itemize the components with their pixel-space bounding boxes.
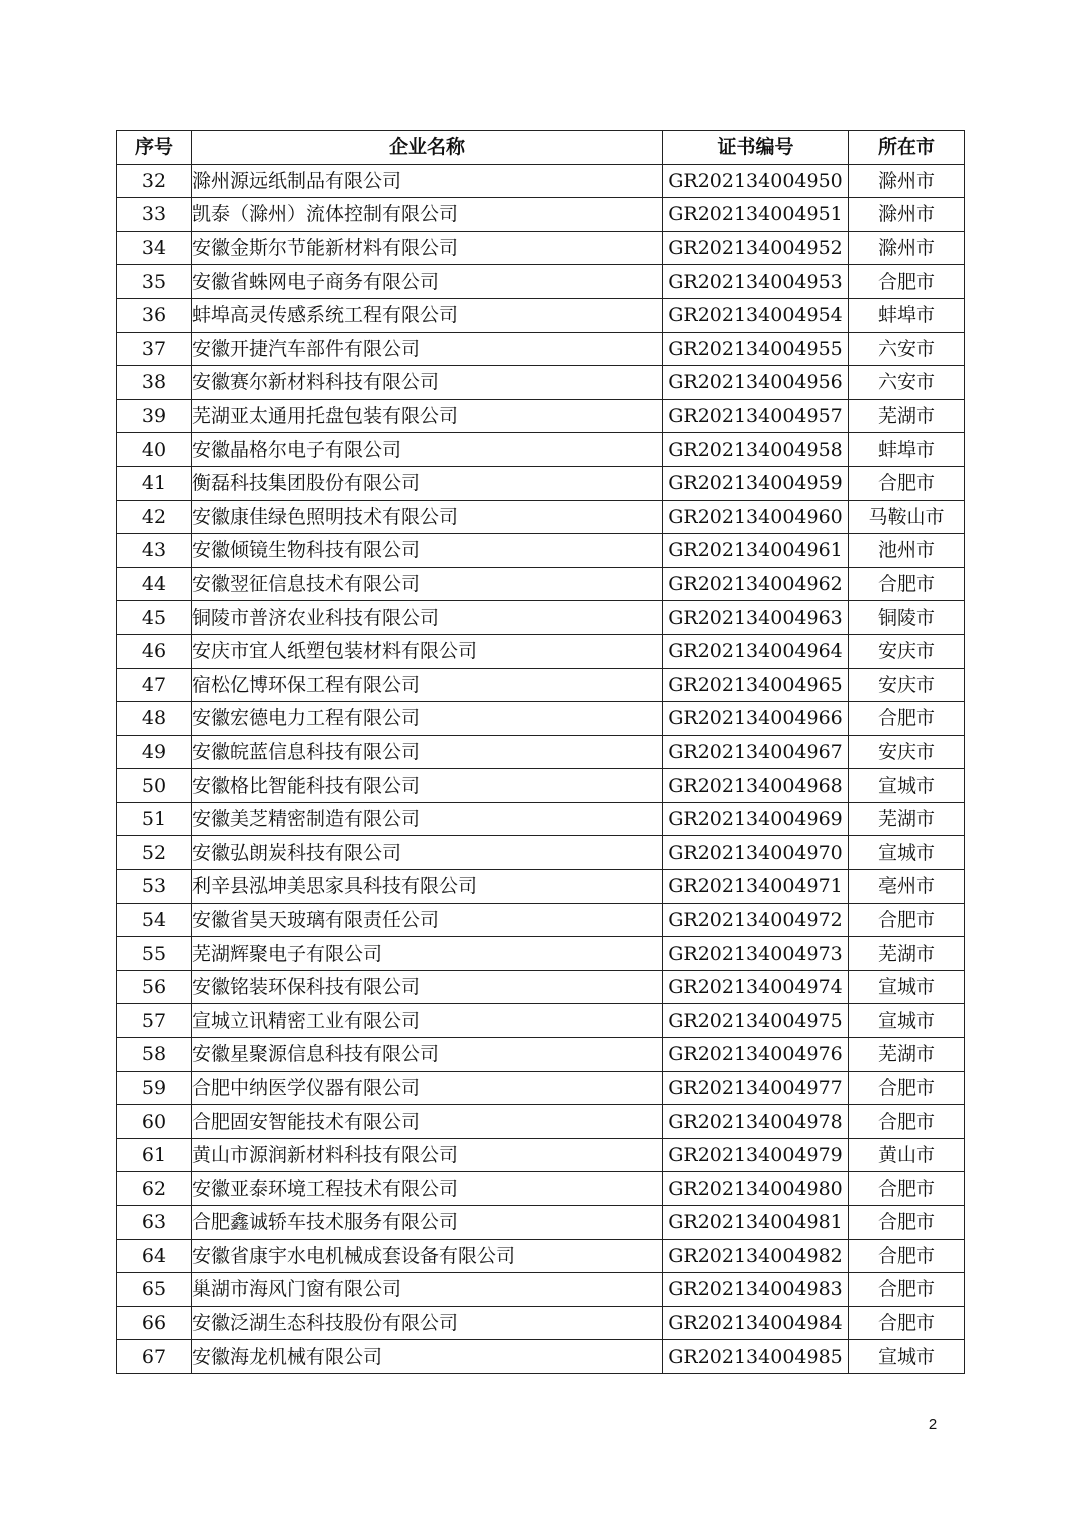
table-row [117,702,965,736]
table-row [117,836,965,870]
cell-serial-number: 46 [117,634,192,668]
cell-city: 合肥市 [849,567,965,601]
cell-city: 安庆市 [849,634,965,668]
cell-certificate-number: GR202134004983 [663,1273,849,1307]
cell-serial-number: 33 [117,198,192,232]
cell-company-name: 安徽铭装环保科技有限公司 [192,970,663,1004]
cell-city: 宣城市 [849,1340,965,1374]
cell-company-name: 安徽美芝精密制造有限公司 [192,802,663,836]
cell-company-name: 安徽弘朗炭科技有限公司 [192,836,663,870]
table-row [117,1206,965,1240]
cell-company-name: 芜湖亚太通用托盘包装有限公司 [192,399,663,433]
cell-city: 六安市 [849,366,965,400]
table-row [117,1340,965,1374]
cell-city: 宣城市 [849,1004,965,1038]
table-row [117,298,965,332]
table-row [117,164,965,198]
cell-serial-number: 34 [117,231,192,265]
table-row [117,198,965,232]
cell-company-name: 衡磊科技集团股份有限公司 [192,466,663,500]
cell-company-name: 安庆市宜人纸塑包装材料有限公司 [192,634,663,668]
cell-city: 滁州市 [849,164,965,198]
cell-company-name: 安徽金斯尔节能新材料有限公司 [192,231,663,265]
cell-certificate-number: GR202134004967 [663,735,849,769]
cell-certificate-number: GR202134004956 [663,366,849,400]
cell-certificate-number: GR202134004970 [663,836,849,870]
cell-company-name: 安徽海龙机械有限公司 [192,1340,663,1374]
cell-city: 宣城市 [849,836,965,870]
cell-company-name: 安徽格比智能科技有限公司 [192,769,663,803]
table-row [117,399,965,433]
cell-serial-number: 67 [117,1340,192,1374]
cell-company-name: 合肥固安智能技术有限公司 [192,1105,663,1139]
cell-certificate-number: GR202134004981 [663,1206,849,1240]
table-row [117,601,965,635]
cell-city: 蚌埠市 [849,298,965,332]
cell-company-name: 黄山市源润新材料科技有限公司 [192,1138,663,1172]
table-row [117,366,965,400]
header-certificate-number: 证书编号 [663,131,849,165]
cell-city: 池州市 [849,534,965,568]
cell-certificate-number: GR202134004974 [663,970,849,1004]
cell-serial-number: 42 [117,500,192,534]
cell-city: 黄山市 [849,1138,965,1172]
cell-city: 芜湖市 [849,802,965,836]
cell-serial-number: 63 [117,1206,192,1240]
certificate-table [116,130,965,1374]
cell-certificate-number: GR202134004979 [663,1138,849,1172]
cell-company-name: 凯泰（滁州）流体控制有限公司 [192,198,663,232]
page-number: 2 [928,1416,938,1433]
cell-serial-number: 48 [117,702,192,736]
cell-company-name: 安徽亚泰环境工程技术有限公司 [192,1172,663,1206]
cell-city: 宣城市 [849,769,965,803]
table-row [117,870,965,904]
table-row [117,567,965,601]
cell-city: 芜湖市 [849,1038,965,1072]
cell-city: 滁州市 [849,198,965,232]
cell-company-name: 滁州源远纸制品有限公司 [192,164,663,198]
cell-certificate-number: GR202134004976 [663,1038,849,1072]
cell-city: 宣城市 [849,970,965,1004]
table-row [117,1138,965,1172]
table-row [117,265,965,299]
table-row [117,735,965,769]
cell-city: 马鞍山市 [849,500,965,534]
cell-company-name: 合肥鑫诚轿车技术服务有限公司 [192,1206,663,1240]
cell-company-name: 安徽省昊天玻璃有限责任公司 [192,903,663,937]
table-row [117,231,965,265]
cell-company-name: 巢湖市海风门窗有限公司 [192,1273,663,1307]
cell-certificate-number: GR202134004966 [663,702,849,736]
cell-certificate-number: GR202134004972 [663,903,849,937]
cell-certificate-number: GR202134004978 [663,1105,849,1139]
table-row [117,1071,965,1105]
table-row [117,1038,965,1072]
cell-serial-number: 35 [117,265,192,299]
table-row [117,668,965,702]
table-row [117,937,965,971]
cell-city: 安庆市 [849,735,965,769]
cell-company-name: 安徽省蛛网电子商务有限公司 [192,265,663,299]
cell-company-name: 蚌埠高灵传感系统工程有限公司 [192,298,663,332]
cell-city: 合肥市 [849,1239,965,1273]
cell-serial-number: 36 [117,298,192,332]
cell-certificate-number: GR202134004964 [663,634,849,668]
table-row [117,1273,965,1307]
cell-serial-number: 55 [117,937,192,971]
cell-city: 合肥市 [849,1273,965,1307]
cell-serial-number: 56 [117,970,192,1004]
cell-company-name: 利辛县泓坤美思家具科技有限公司 [192,870,663,904]
table-row [117,970,965,1004]
header-city: 所在市 [849,131,965,165]
table-row [117,433,965,467]
cell-serial-number: 47 [117,668,192,702]
cell-certificate-number: GR202134004969 [663,802,849,836]
cell-certificate-number: GR202134004953 [663,265,849,299]
table-row [117,1105,965,1139]
cell-certificate-number: GR202134004954 [663,298,849,332]
cell-serial-number: 43 [117,534,192,568]
cell-serial-number: 61 [117,1138,192,1172]
cell-certificate-number: GR202134004957 [663,399,849,433]
cell-serial-number: 64 [117,1239,192,1273]
cell-certificate-number: GR202134004962 [663,567,849,601]
cell-serial-number: 41 [117,466,192,500]
cell-city: 滁州市 [849,231,965,265]
cell-company-name: 芜湖辉聚电子有限公司 [192,937,663,971]
cell-certificate-number: GR202134004985 [663,1340,849,1374]
cell-company-name: 宿松亿博环保工程有限公司 [192,668,663,702]
table-row [117,1239,965,1273]
cell-certificate-number: GR202134004960 [663,500,849,534]
cell-city: 合肥市 [849,702,965,736]
cell-company-name: 安徽开捷汽车部件有限公司 [192,332,663,366]
cell-serial-number: 38 [117,366,192,400]
cell-city: 蚌埠市 [849,433,965,467]
header-serial-number: 序号 [117,131,192,165]
cell-certificate-number: GR202134004950 [663,164,849,198]
cell-company-name: 安徽晶格尔电子有限公司 [192,433,663,467]
cell-company-name: 安徽泛湖生态科技股份有限公司 [192,1306,663,1340]
table-row [117,802,965,836]
cell-serial-number: 44 [117,567,192,601]
cell-certificate-number: GR202134004961 [663,534,849,568]
cell-city: 合肥市 [849,1105,965,1139]
cell-certificate-number: GR202134004982 [663,1239,849,1273]
cell-certificate-number: GR202134004968 [663,769,849,803]
cell-company-name: 安徽康佳绿色照明技术有限公司 [192,500,663,534]
cell-serial-number: 39 [117,399,192,433]
cell-certificate-number: GR202134004973 [663,937,849,971]
cell-serial-number: 52 [117,836,192,870]
cell-serial-number: 57 [117,1004,192,1038]
cell-certificate-number: GR202134004980 [663,1172,849,1206]
cell-serial-number: 60 [117,1105,192,1139]
cell-serial-number: 54 [117,903,192,937]
cell-company-name: 安徽星聚源信息科技有限公司 [192,1038,663,1072]
table-header-row [117,131,965,165]
cell-serial-number: 49 [117,735,192,769]
cell-serial-number: 51 [117,802,192,836]
cell-serial-number: 62 [117,1172,192,1206]
cell-city: 芜湖市 [849,937,965,971]
cell-certificate-number: GR202134004977 [663,1071,849,1105]
cell-company-name: 安徽倾镜生物科技有限公司 [192,534,663,568]
cell-city: 六安市 [849,332,965,366]
table-row [117,332,965,366]
cell-certificate-number: GR202134004984 [663,1306,849,1340]
cell-city: 合肥市 [849,903,965,937]
cell-certificate-number: GR202134004952 [663,231,849,265]
cell-serial-number: 53 [117,870,192,904]
cell-certificate-number: GR202134004965 [663,668,849,702]
cell-city: 芜湖市 [849,399,965,433]
cell-certificate-number: GR202134004959 [663,466,849,500]
cell-company-name: 铜陵市普济农业科技有限公司 [192,601,663,635]
cell-company-name: 安徽宏德电力工程有限公司 [192,702,663,736]
table-row [117,903,965,937]
cell-city: 亳州市 [849,870,965,904]
cell-serial-number: 66 [117,1306,192,1340]
cell-serial-number: 65 [117,1273,192,1307]
cell-company-name: 安徽翌征信息技术有限公司 [192,567,663,601]
header-company-name: 企业名称 [192,131,663,165]
cell-city: 安庆市 [849,668,965,702]
table-body [117,164,965,1373]
cell-serial-number: 37 [117,332,192,366]
cell-city: 合肥市 [849,1206,965,1240]
cell-certificate-number: GR202134004975 [663,1004,849,1038]
cell-city: 合肥市 [849,1172,965,1206]
cell-company-name: 宣城立讯精密工业有限公司 [192,1004,663,1038]
cell-city: 合肥市 [849,265,965,299]
table-row [117,769,965,803]
cell-serial-number: 50 [117,769,192,803]
cell-city: 铜陵市 [849,601,965,635]
cell-city: 合肥市 [849,466,965,500]
table-row [117,634,965,668]
cell-certificate-number: GR202134004958 [663,433,849,467]
cell-serial-number: 32 [117,164,192,198]
cell-serial-number: 40 [117,433,192,467]
cell-company-name: 安徽赛尔新材料科技有限公司 [192,366,663,400]
cell-company-name: 安徽皖蓝信息科技有限公司 [192,735,663,769]
cell-company-name: 安徽省康宇水电机械成套设备有限公司 [192,1239,663,1273]
cell-serial-number: 45 [117,601,192,635]
table-row [117,500,965,534]
table-row [117,1306,965,1340]
cell-city: 合肥市 [849,1306,965,1340]
table-row [117,534,965,568]
table-row [117,1004,965,1038]
table-row [117,466,965,500]
cell-certificate-number: GR202134004971 [663,870,849,904]
table-row [117,1172,965,1206]
cell-company-name: 合肥中纳医学仪器有限公司 [192,1071,663,1105]
cell-serial-number: 59 [117,1071,192,1105]
cell-certificate-number: GR202134004951 [663,198,849,232]
cell-serial-number: 58 [117,1038,192,1072]
cell-city: 合肥市 [849,1071,965,1105]
cell-certificate-number: GR202134004963 [663,601,849,635]
cell-certificate-number: GR202134004955 [663,332,849,366]
